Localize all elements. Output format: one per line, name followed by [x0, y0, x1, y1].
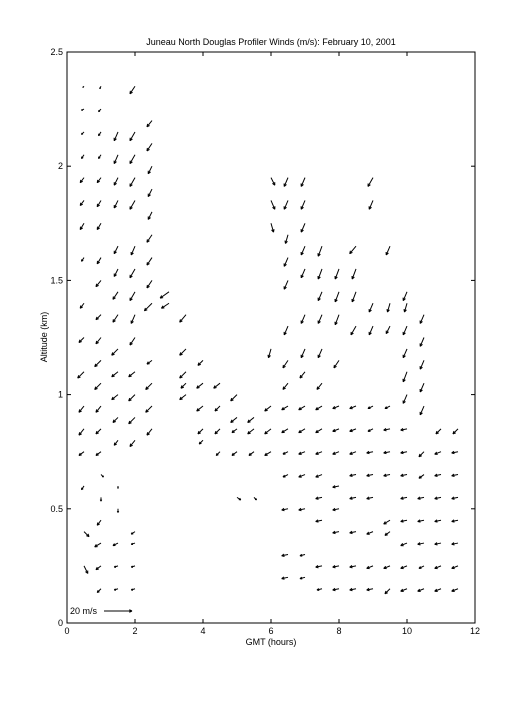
wind-vector [95, 360, 101, 366]
wind-vector [284, 280, 288, 289]
wind-vector [453, 429, 458, 434]
y-tick-label: 2 [57, 161, 63, 172]
wind-vector [335, 315, 339, 325]
wind-vector [80, 178, 84, 183]
wind-vector [452, 566, 458, 569]
wind-vector [215, 406, 220, 411]
wind-vector [147, 143, 152, 151]
wind-vector [333, 508, 339, 510]
wind-vector [420, 406, 424, 415]
wind-vector [401, 451, 407, 453]
wind-vector [301, 178, 305, 187]
wind-vector [352, 292, 356, 302]
wind-vector [301, 246, 305, 255]
wind-vector [81, 132, 84, 135]
wind-vector [318, 315, 322, 324]
wind-vector [112, 372, 118, 377]
wind-vector [282, 406, 288, 410]
wind-vector [114, 566, 118, 567]
wind-vector [98, 132, 101, 136]
wind-vector [78, 372, 84, 378]
wind-vector [146, 406, 152, 412]
wind-vector [96, 452, 101, 456]
wind-vector [368, 406, 373, 409]
wind-vector [435, 589, 441, 592]
wind-vector [147, 235, 152, 243]
wind-vector [452, 451, 458, 453]
wind-vector [198, 360, 203, 365]
wind-vector [284, 326, 288, 335]
y-axis-label: Altitude (km) [39, 311, 49, 363]
wind-vector [282, 508, 288, 510]
wind-vector [129, 395, 135, 401]
wind-vector [160, 292, 169, 298]
wind-vector [452, 520, 458, 522]
wind-vector [98, 155, 101, 159]
wind-vector [80, 303, 84, 308]
wind-vector [97, 258, 101, 264]
wind-vector [404, 303, 407, 312]
wind-vector [284, 258, 288, 267]
wind-vector [81, 258, 84, 262]
wind-vector [435, 566, 441, 569]
wind-vector [435, 520, 441, 522]
wind-vector [249, 452, 254, 456]
wind-vector [215, 429, 220, 434]
wind-vector [131, 543, 135, 544]
wind-vector [385, 532, 390, 536]
wind-vector [96, 338, 101, 344]
wind-vector [130, 132, 135, 141]
wind-vector [318, 349, 322, 358]
wind-vector [113, 543, 118, 546]
wind-vector [114, 269, 118, 277]
wind-vector [333, 531, 339, 533]
y-tick-label: 0 [57, 618, 63, 628]
wind-vector [403, 349, 407, 358]
wind-vector [114, 440, 118, 445]
wind-vector [350, 588, 356, 590]
scale-key-arrow [104, 610, 132, 613]
wind-vector [271, 223, 274, 232]
wind-vector [419, 566, 424, 569]
wind-vector [131, 532, 135, 535]
wind-vector [335, 269, 339, 279]
wind-vector [316, 452, 322, 455]
y-tick-label: 0.5 [50, 503, 63, 514]
wind-vector [268, 349, 271, 358]
wind-vector [301, 315, 305, 324]
wind-vector [367, 566, 373, 569]
wind-vector [316, 406, 322, 410]
wind-vector [419, 475, 424, 479]
wind-vector [248, 429, 254, 434]
wind-vector [350, 452, 356, 455]
wind-vector [452, 497, 458, 499]
wind-vector [113, 417, 118, 422]
wind-vector [334, 360, 339, 368]
wind-vector [318, 292, 322, 301]
wind-vector [435, 543, 441, 545]
wind-vector [299, 508, 305, 510]
wind-vector [283, 383, 288, 389]
wind-vector [118, 486, 119, 489]
wind-vector [147, 429, 152, 435]
y-tick-label: 1 [57, 389, 63, 400]
x-axis [64, 52, 480, 636]
wind-vector [79, 429, 84, 435]
wind-vector [284, 178, 288, 187]
wind-vector [452, 543, 458, 545]
wind-vector [79, 406, 84, 412]
wind-vector [333, 452, 339, 455]
x-tick-label: 12 [469, 626, 481, 636]
x-tick-label: 6 [268, 626, 274, 636]
x-tick-label: 10 [401, 626, 413, 636]
wind-vector [283, 452, 288, 455]
wind-vector [435, 497, 441, 499]
wind-vector [198, 429, 203, 434]
wind-vector [420, 360, 424, 369]
wind-vector [384, 428, 390, 430]
wind-vector [333, 588, 339, 590]
wind-vector [100, 497, 101, 501]
wind-vector [283, 360, 288, 368]
y-tick-label: 2.5 [50, 47, 63, 57]
wind-vector [130, 178, 135, 187]
wind-vector [301, 349, 305, 358]
wind-vector [96, 406, 101, 412]
wind-vector [81, 109, 84, 110]
wind-vector [283, 475, 288, 478]
scale-key [70, 606, 132, 616]
wind-vector [318, 246, 322, 256]
wind-vector [147, 121, 152, 127]
scale-key-vector [104, 610, 132, 613]
wind-vector [101, 475, 104, 478]
wind-vector [333, 565, 339, 567]
wind-vector [335, 292, 339, 302]
wind-vector [81, 486, 84, 490]
wind-vector [282, 429, 288, 433]
wind-vector [403, 292, 407, 301]
wind-vector [97, 520, 101, 525]
wind-vector [300, 577, 305, 579]
y-axis [50, 47, 475, 628]
wind-vector [384, 520, 390, 524]
wind-vector [367, 474, 373, 476]
wind-vector [112, 349, 118, 355]
wind-vector [350, 565, 356, 567]
wind-vector [131, 315, 135, 324]
wind-vector [265, 429, 271, 434]
wind-vector [385, 589, 390, 594]
wind-vector [83, 86, 84, 87]
wind-vector [351, 326, 356, 335]
wind-vector [117, 509, 118, 513]
wind-vector [300, 372, 305, 378]
chart-title: Juneau North Douglas Profiler Winds (m/s): February 10, 2001 [146, 37, 396, 47]
wind-vector [144, 303, 152, 311]
wind-vector [401, 520, 407, 522]
wind-vector [401, 428, 407, 430]
wind-vector [129, 417, 135, 423]
wind-vector [84, 532, 89, 537]
wind-vector [197, 406, 203, 411]
wind-vector [368, 429, 373, 432]
wind-vector [299, 452, 305, 455]
wind-vector [181, 383, 186, 388]
wind-vector [96, 280, 101, 286]
wind-vector [350, 406, 356, 409]
wind-vector [301, 200, 305, 209]
wind-vector [316, 475, 322, 478]
wind-vector [197, 383, 203, 388]
wind-vector [316, 497, 322, 499]
wind-vector [318, 269, 322, 279]
wind-vector [401, 497, 407, 499]
wind-vector [130, 200, 135, 209]
wind-vector [130, 338, 135, 346]
wind-vector [80, 223, 84, 229]
wind-vector [95, 383, 101, 389]
wind-vector [369, 303, 373, 312]
wind-vector [147, 280, 152, 288]
wind-vector [401, 474, 407, 476]
wind-vector [130, 86, 135, 94]
wind-vector [299, 406, 305, 410]
wind-vector [401, 566, 407, 569]
wind-vector [96, 315, 101, 320]
x-tick-label: 2 [132, 626, 138, 636]
wind-vector [418, 497, 424, 499]
wind-vector [368, 178, 373, 187]
wind-vector [96, 566, 101, 570]
wind-vector [231, 395, 237, 401]
wind-vector [403, 395, 407, 404]
wind-vector [131, 589, 135, 590]
wind-vector [113, 315, 118, 323]
wind-vector [81, 155, 84, 159]
wind-vector [146, 383, 152, 389]
wind-vector [282, 577, 288, 579]
wind-vector [148, 212, 152, 220]
wind-vector [97, 200, 101, 206]
wind-vector [350, 429, 356, 432]
wind-vector [199, 440, 203, 444]
wind-vector [79, 452, 84, 456]
wind-vector [114, 155, 118, 164]
wind-vector [317, 589, 322, 591]
wind-vector [148, 166, 152, 174]
wind-vector [299, 475, 305, 478]
wind-vector [180, 315, 186, 323]
wind-vector [352, 269, 356, 279]
wind-vector [131, 566, 135, 567]
wind-vector [237, 497, 241, 500]
wind-vector [95, 543, 101, 547]
wind-vector [367, 588, 373, 590]
plot-frame [67, 52, 475, 623]
wind-vector [284, 200, 288, 209]
wind-vector [418, 543, 424, 545]
wind-vector [114, 246, 118, 254]
wind-vector [265, 406, 271, 411]
wind-vector [114, 589, 118, 590]
wind-vector [367, 451, 373, 453]
wind-vector [299, 429, 305, 433]
wind-vector [317, 383, 322, 389]
wind-vector [452, 589, 458, 592]
wind-vector [369, 200, 373, 209]
x-tick-label: 4 [200, 626, 206, 636]
wind-vector [384, 451, 390, 453]
scale-key-label: 20 m/s [70, 606, 98, 616]
wind-vector [96, 429, 101, 434]
wind-vector [148, 189, 152, 197]
wind-vector [180, 395, 186, 400]
wind-vector [271, 178, 275, 186]
wind-vector [79, 338, 84, 343]
wind-vector [350, 246, 356, 254]
wind-vector [285, 235, 288, 244]
wind-vector [386, 246, 390, 255]
wind-vector [403, 326, 407, 335]
wind-vector [435, 452, 441, 455]
wind-vector [384, 474, 390, 476]
wind-vector [114, 178, 118, 186]
wind-vector [254, 497, 257, 500]
wind-vector [300, 554, 305, 556]
wind-vector [367, 497, 373, 499]
wind-vector [282, 554, 288, 556]
wind-vector [180, 372, 186, 378]
wind-vector [114, 132, 118, 141]
wind-vector [419, 452, 424, 457]
wind-vector [214, 383, 220, 388]
wind-vector [316, 429, 322, 433]
y-tick-label: 1.5 [50, 275, 63, 286]
wind-vector [435, 474, 441, 476]
wind-vector [350, 497, 356, 499]
x-axis-label: GMT (hours) [245, 637, 297, 647]
wind-vector [232, 452, 237, 456]
wind-vector [420, 315, 424, 324]
wind-vector [350, 474, 356, 476]
x-tick-label: 0 [64, 626, 70, 636]
wind-vector [333, 406, 339, 409]
wind-vector [367, 532, 373, 535]
wind-vector [161, 303, 169, 308]
wind-vector [316, 520, 322, 522]
wind-vector [418, 589, 424, 592]
wind-vector [401, 543, 407, 546]
wind-vector [97, 223, 101, 229]
wind-vector [403, 372, 407, 382]
wind-vector [147, 360, 152, 364]
wind-vector [386, 326, 390, 334]
x-tick-label: 8 [336, 626, 342, 636]
wind-vector [271, 200, 275, 209]
wind-vector [436, 429, 441, 434]
wind-vector [420, 338, 424, 347]
wind-vector [130, 440, 135, 446]
wind-vector [369, 326, 373, 335]
wind-vector [147, 258, 152, 266]
wind-vector [113, 292, 118, 300]
wind-vector [129, 372, 135, 377]
wind-vector [333, 429, 339, 432]
wind-vector [350, 531, 356, 533]
wind-vector [301, 269, 305, 278]
wind-vector [114, 200, 118, 208]
wind-vector [130, 155, 135, 164]
wind-vector [98, 109, 101, 112]
wind-vector [131, 246, 135, 255]
wind-vector [301, 223, 305, 232]
wind-vector [265, 452, 271, 456]
wind-vector [112, 395, 118, 400]
wind-vector [84, 566, 88, 574]
wind-vector [420, 383, 424, 392]
wind-vector [100, 86, 101, 89]
wind-vector [384, 566, 390, 569]
wind-vector [401, 589, 407, 592]
wind-vector [418, 520, 424, 522]
wind-vector [97, 178, 101, 183]
wind-vector [216, 452, 220, 456]
wind-vectors [78, 86, 458, 594]
wind-vector [130, 269, 135, 278]
wind-vector [333, 485, 339, 487]
wind-vector [80, 200, 84, 205]
wind-vector [385, 406, 390, 409]
wind-vector [387, 303, 390, 312]
wind-vector [231, 417, 237, 422]
wind-vector [452, 474, 458, 476]
wind-vector [180, 349, 186, 355]
wind-vector [97, 589, 101, 593]
wind-vector [248, 417, 254, 422]
wind-vector [130, 292, 135, 301]
wind-vector [316, 565, 322, 567]
wind-vector [232, 429, 237, 433]
